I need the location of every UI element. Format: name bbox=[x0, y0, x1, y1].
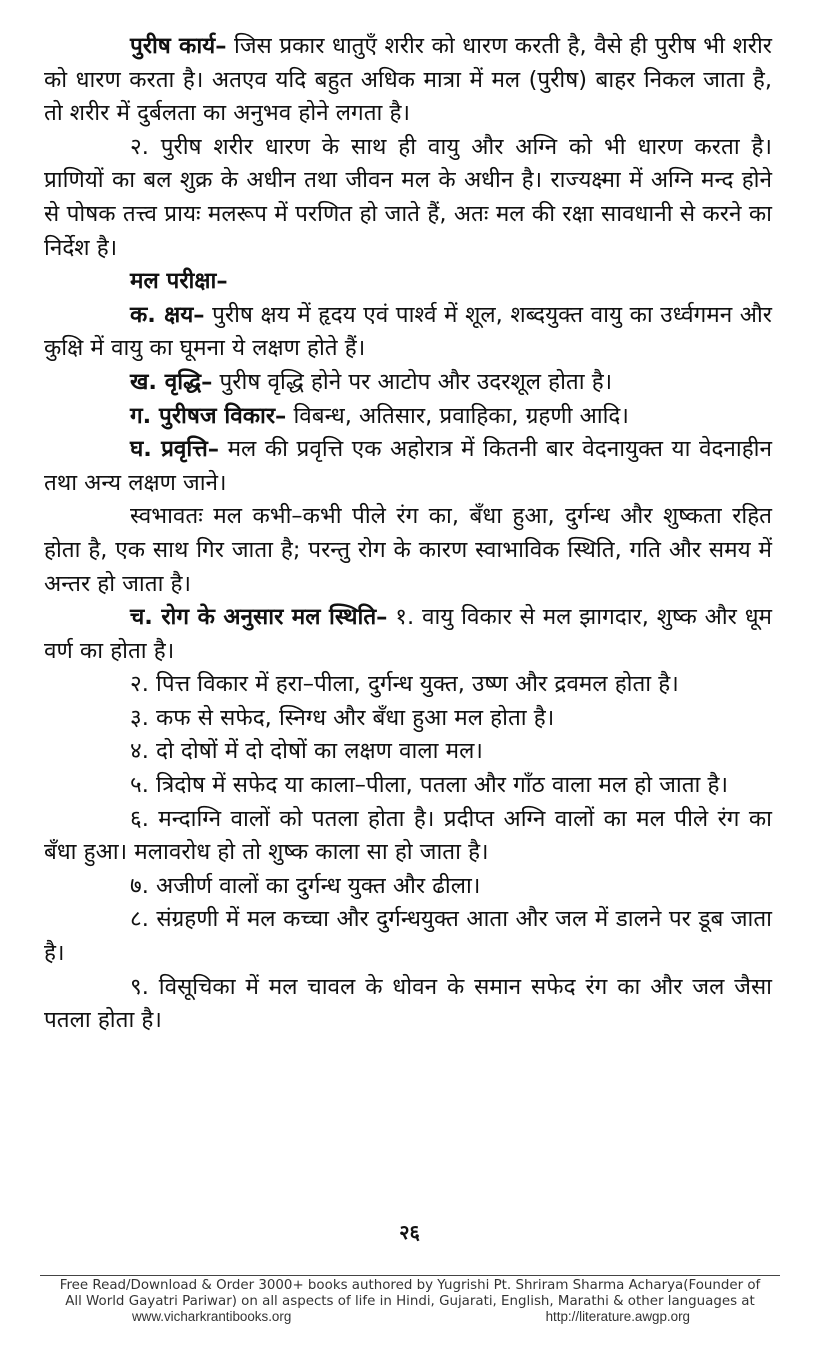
paragraph-text: ४. दो दोषों में दो दोषों का लक्षण वाला मल। bbox=[130, 738, 483, 765]
paragraph-kshaya bbox=[44, 299, 772, 366]
page-number: २६ bbox=[399, 1220, 420, 1244]
paragraph-pravritti bbox=[44, 433, 772, 500]
paragraph-point-2 bbox=[44, 131, 772, 265]
list-item-6 bbox=[44, 803, 772, 870]
paragraph-text: १. वायु विकार से मल झागदार, शुष्क और धूम वर्ण का होता है। bbox=[44, 604, 772, 664]
paragraph-text: स्वभावतः मल कभी–कभी पीले रंग का, बँधा हुआ, दुर्गन्ध और शुष्कता रहित होता है, एक साथ गिर जाता है; परन्तु रोग के कारण स्वाभाविक स्थिति, गति और समय में अन्तर हो जाता है। bbox=[44, 503, 772, 597]
paragraph-text: ९. विसूचिका में मल चावल के धोवन के समान सफेद रंग का और जल जैसा पतला होता है। bbox=[44, 973, 772, 1034]
paragraph-text: २. पित्त विकार में हरा–पीला, दुर्गन्ध युक्त, उष्ण और द्रवमल होता है। bbox=[130, 671, 679, 698]
footer-line-2: All World Gayatri Pariwar) on all aspects of life in Hindi, Gujarati, English, Marathi & other languages at bbox=[65, 1294, 755, 1309]
paragraph-heading: क. क्षय– bbox=[130, 301, 205, 328]
paragraph-text: ३. कफ से सफेद, स्निग्ध और बँधा हुआ मल होता है। bbox=[130, 704, 555, 731]
paragraph-text: ८. संग्रहणी में मल कच्चा और दुर्गन्धयुक्त आता और जल में डालने पर डूब जाता है। bbox=[44, 906, 772, 967]
footer-divider bbox=[40, 1275, 780, 1276]
list-item-7 bbox=[44, 870, 772, 904]
section-heading-mal-pariksha bbox=[44, 265, 772, 299]
footer-links bbox=[40, 1310, 780, 1323]
paragraph-svabhavatah bbox=[44, 500, 772, 601]
paragraph-text: २. पुरीष शरीर धारण के साथ ही वायु और अग्नि को भी धारण करता है। प्राणियों का बल शुक्र के अधीन तथा जीवन मल के अधीन है। राज्यक्ष्मा में अग्नि मन्द होने से पोषक तत्त्व प्रायः मलरूप में परणित हो जाते हैं, अतः मल की रक्षा सावधानी से करने का निर्देश है। bbox=[44, 133, 772, 261]
paragraph-heading: घ. प्रवृत्ति– bbox=[130, 436, 220, 463]
paragraph-heading: ख. वृद्धि– bbox=[130, 368, 213, 395]
paragraph-text: मल की प्रवृत्ति एक अहोरात्र में कितनी बार वेदनायुक्त या वेदनाहीन तथा अन्य लक्षण जाने। bbox=[44, 436, 772, 496]
paragraph-text: ५. त्रिदोष में सफेद या काला–पीला, पतला और गाँठ वाला मल हो जाता है। bbox=[130, 772, 729, 799]
link-vicharkrantibooks[interactable]: www.vicharkrantibooks.org bbox=[132, 1309, 292, 1324]
paragraph-purish-karya bbox=[44, 30, 772, 131]
paragraph-rog-anusar bbox=[44, 601, 772, 668]
paragraph-heading: ग. पुरीषज विकार– bbox=[130, 402, 287, 429]
paragraph-text: ६. मन्दाग्नि वालों को पतला होता है। प्रदीप्त अग्नि वालों का मल पीले रंग का बँधा हुआ। मलावरोध हो तो शुष्क काला सा हो जाता है। bbox=[44, 805, 772, 866]
paragraph-text: ७. अजीर्ण वालों का दुर्गन्ध युक्त और ढीला। bbox=[130, 872, 481, 899]
paragraph-text: पुरीष वृद्धि होने पर आटोप और उदरशूल होता है। bbox=[212, 368, 613, 395]
paragraph-text: विबन्ध, अतिसार, प्रवाहिका, ग्रहणी आदि। bbox=[286, 402, 629, 429]
list-item-3 bbox=[44, 702, 772, 736]
section-heading: मल परीक्षा– bbox=[130, 268, 228, 295]
list-item-4 bbox=[44, 735, 772, 769]
paragraph-heading: पुरीष कार्य– bbox=[130, 33, 227, 59]
link-literature-awgp[interactable]: http://literature.awgp.org bbox=[545, 1309, 690, 1324]
page-body bbox=[44, 30, 772, 1038]
footer-line-1: Free Read/Download & Order 3000+ books authored by Yugrishi Pt. Shriram Sharma Acharya(Founder of bbox=[59, 1278, 761, 1293]
list-item-5 bbox=[44, 769, 772, 803]
paragraph-vriddhi bbox=[44, 366, 772, 400]
paragraph-text: जिस प्रकार धातुएँ शरीर को धारण करती है, वैसे ही पुरीष भी शरीर को धारण करता है। अतएव यदि बहुत अधिक मात्रा में मल (पुरीष) बाहर निकल जाता है, तो शरीर में दुर्बलता का अनुभव होने लगता है। bbox=[44, 33, 772, 127]
list-item-8 bbox=[44, 903, 772, 970]
footer bbox=[40, 1278, 780, 1323]
paragraph-heading: च. रोग के अनुसार मल स्थिति– bbox=[130, 604, 388, 631]
paragraph-purishaj-vikar bbox=[44, 400, 772, 434]
list-item-2 bbox=[44, 668, 772, 702]
paragraph-text: पुरीष क्षय में हृदय एवं पार्श्व में शूल, शब्दयुक्त वायु का उर्ध्वगमन और कुक्षि में वायु का घूमना ये लक्षण होते हैं। bbox=[44, 301, 773, 362]
list-item-9 bbox=[44, 971, 772, 1038]
